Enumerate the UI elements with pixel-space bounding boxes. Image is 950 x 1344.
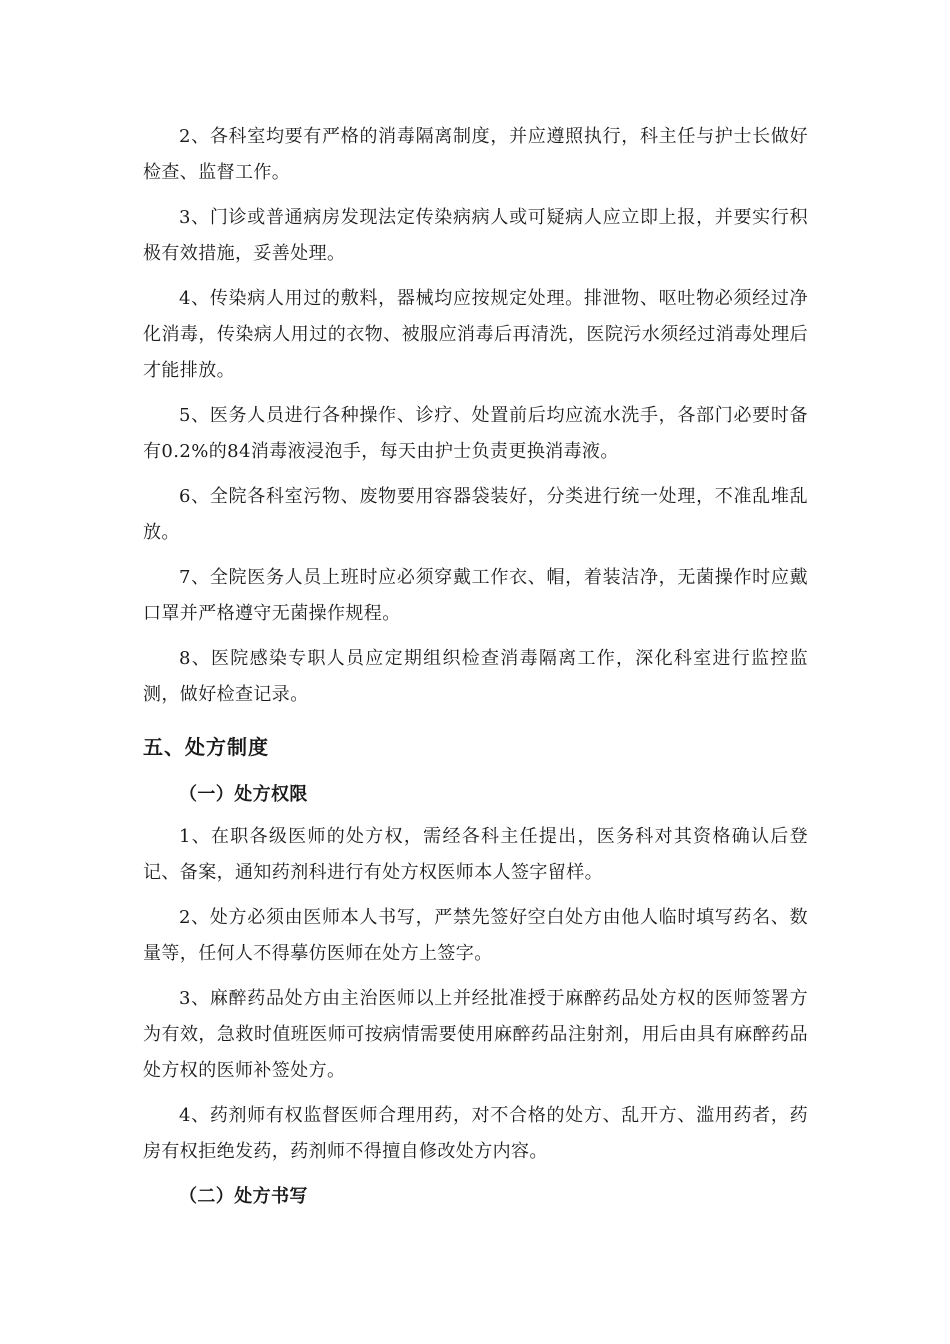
document-page: [143, 119, 808, 1221]
paragraph-disinfection-6: 6、全院各科室污物、废物要用容器袋装好，分类进行统一处理，不准乱堆乱放。: [143, 486, 808, 543]
paragraph-disinfection-5: 5、医务人员进行各种操作、诊疗、处置前后均应流水洗手，各部门必要时备有0.2%的84消毒液浸泡手，每天由护士负责更换消毒液。: [143, 405, 808, 462]
paragraph-authority-4: 4、药剂师有权监督医师合理用药，对不合格的处方、乱开方、滥用药者，药房有权拒绝发药，药剂师不得擅自修改处方内容。: [143, 1105, 808, 1162]
paragraph-disinfection-8: 8、医院感染专职人员应定期组织检查消毒隔离工作，深化科室进行监控监测，做好检查记录。: [143, 648, 808, 705]
paragraph-disinfection-7: 7、全院医务人员上班时应必须穿戴工作衣、帽，着装洁净，无菌操作时应戴口罩并严格遵守无菌操作规程。: [143, 567, 808, 624]
paragraph-authority-3: 3、麻醉药品处方由主治医师以上并经批准授于麻醉药品处方权的医师签署方为有效，急救时值班医师可按病情需要使用麻醉药品注射剂，用后由具有麻醉药品处方权的医师补签处方。: [143, 988, 808, 1081]
paragraph-disinfection-4: 4、传染病人用过的敷料，器械均应按规定处理。排泄物、呕吐物必须经过净化消毒，传染病人用过的衣物、被服应消毒后再清洗，医院污水须经过消毒处理后才能排放。: [143, 288, 808, 381]
subsection-title-prescription-writing: （二）处方书写: [179, 1186, 308, 1207]
subsection-title-prescription-authority: （一）处方权限: [179, 784, 308, 805]
paragraph-disinfection-2: 2、各科室均要有严格的消毒隔离制度，并应遵照执行，科主任与护士长做好检查、监督工作。: [143, 126, 808, 183]
section-title-prescription-system: 五、处方制度: [143, 735, 269, 759]
paragraph-authority-2: 2、处方必须由医师本人书写，严禁先签好空白处方由他人临时填写药名、数量等，任何人不得摹仿医师在处方上签字。: [143, 907, 808, 964]
paragraph-authority-1: 1、在职各级医师的处方权，需经各科主任提出，医务科对其资格确认后登记、备案，通知药剂科进行有处方权医师本人签字留样。: [143, 826, 808, 883]
paragraph-disinfection-3: 3、门诊或普通病房发现法定传染病病人或可疑病人应立即上报，并要实行积极有效措施，妥善处理。: [143, 207, 808, 264]
